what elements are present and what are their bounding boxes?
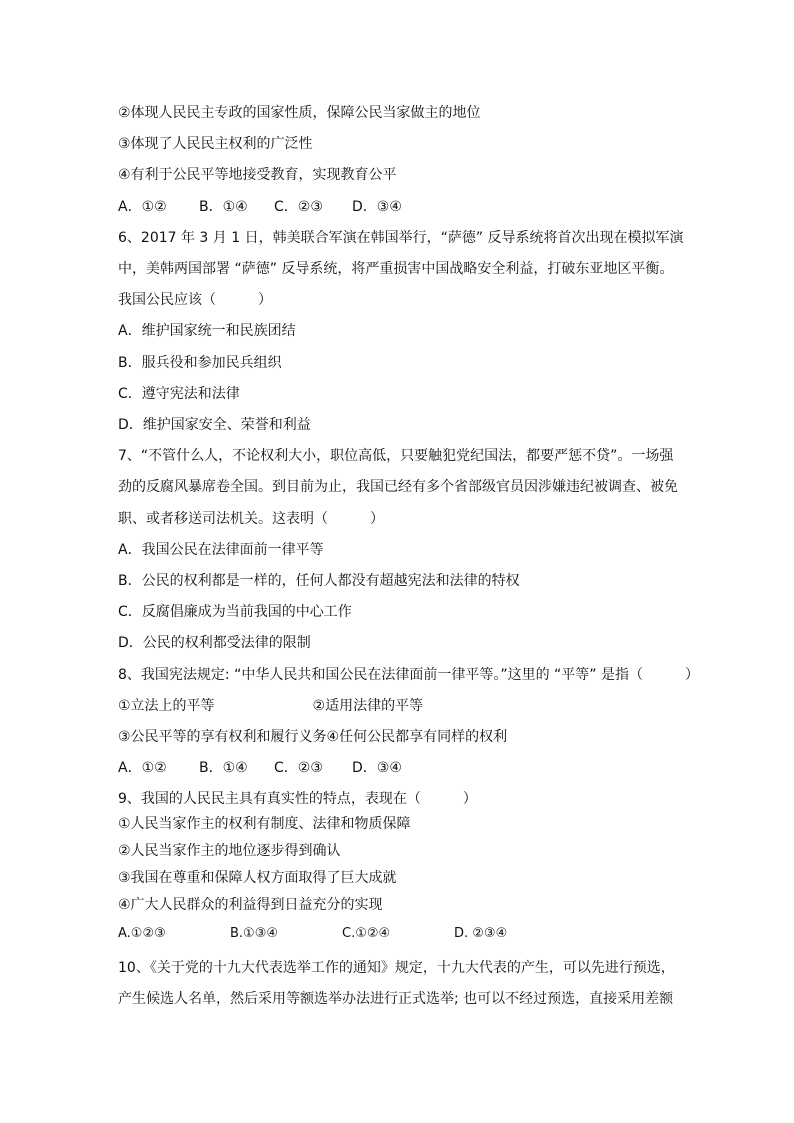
option-line: ③公民平等的享有权利和履行义务④任何公民都享有同样的权利 xyxy=(118,729,508,745)
choice-d: D．维护国家安全、荣誉和利益 xyxy=(118,417,311,433)
question-9-text: 9、我国的人民民主具有真实性的特点，表现在（ ） xyxy=(118,791,477,807)
option-line: ②人民当家作主的地位逐步得到确认 xyxy=(118,843,341,859)
choice-c: C.①②④ xyxy=(342,926,391,941)
choice-a: A.①②③ xyxy=(118,926,166,941)
question-6-text: 我国公民应该（ ） xyxy=(118,292,272,308)
answer-choices-q5 xyxy=(118,198,402,216)
choice-b: B．①④ xyxy=(199,199,248,215)
option-line: ④有利于公民平等地接受教育，实现教育公平 xyxy=(118,167,397,183)
option-line: ①人民当家作主的权利有制度、法律和物质保障 xyxy=(118,816,411,832)
question-6-text: 中，美韩两国部署 “萨德” 反导系统，将严重损害中国战略安全利益，打破东亚地区平衡。 xyxy=(118,261,674,277)
answer-choices-q8 xyxy=(118,759,402,777)
choice-a: A．我国公民在法律面前一律平等 xyxy=(118,542,324,558)
option-line: ③我国在尊重和保障人权方面取得了巨大成就 xyxy=(118,870,397,886)
choice-d: D．③④ xyxy=(352,199,402,215)
choice-c: C．反腐倡廉成为当前我国的中心工作 xyxy=(118,604,352,620)
choice-b: B．服兵役和参加民兵组织 xyxy=(118,355,282,371)
choice-b: B．公民的权利都是一样的，任何人都没有超越宪法和法律的特权 xyxy=(118,573,520,589)
question-10-text: 产生候选人名单，然后采用等额选举办法进行正式选举; 也可以不经过预选，直接采用差额 xyxy=(118,991,674,1007)
choice-c: C．②③ xyxy=(274,199,323,215)
question-6-text: 6、2017 年 3 月 1 日，韩美联合军演在韩国举行，“萨德” 反导系统将首次出现在模拟军演 xyxy=(118,230,684,246)
choice-d: D．公民的权利都受法律的限制 xyxy=(118,635,311,651)
option-line: ④广大人民群众的利益得到日益充分的实现 xyxy=(118,897,383,913)
question-7-text: 职、或者移送司法机关。这表明（ ） xyxy=(118,511,384,527)
answer-choices-q9 xyxy=(118,925,507,943)
choice-a: A．①② xyxy=(118,199,167,215)
choice-c: C．遵守宪法和法律 xyxy=(118,386,240,402)
choice-d: D. ②③④ xyxy=(454,926,508,941)
choice-c: C．②③ xyxy=(274,760,323,776)
choice-b: B．①④ xyxy=(199,760,248,776)
choice-a: A．维护国家统一和民族团结 xyxy=(118,323,296,339)
option-line: ②体现人民民主专政的国家性质，保障公民当家做主的地位 xyxy=(118,105,481,121)
question-8-text: 8、我国宪法规定: “中华人民共和国公民在法律面前一律平等。”这里的 “平等” 是指（ ） xyxy=(118,667,699,683)
question-10-text: 10、《关于党的十九大代表选举工作的通知》规定，十九大代表的产生，可以先进行预选， xyxy=(118,960,675,976)
choice-b: B.①③④ xyxy=(230,926,279,941)
question-7-text: 7、“不管什么人，不论权利大小，职位高低，只要触犯党纪国法，都要严惩不贷”。一场强 xyxy=(118,448,674,464)
option-line: ①立法上的平等 ②适用法律的平等 xyxy=(118,698,424,714)
choice-d: D．③④ xyxy=(352,760,402,776)
choice-a: A．①② xyxy=(118,760,167,776)
question-7-text: 劲的反腐风暴席卷全国。到目前为止，我国已经有多个省部级官员因涉嫌违纪被调查、被免 xyxy=(118,479,678,495)
option-line: ③体现了人民民主权利的广泛性 xyxy=(118,136,313,152)
